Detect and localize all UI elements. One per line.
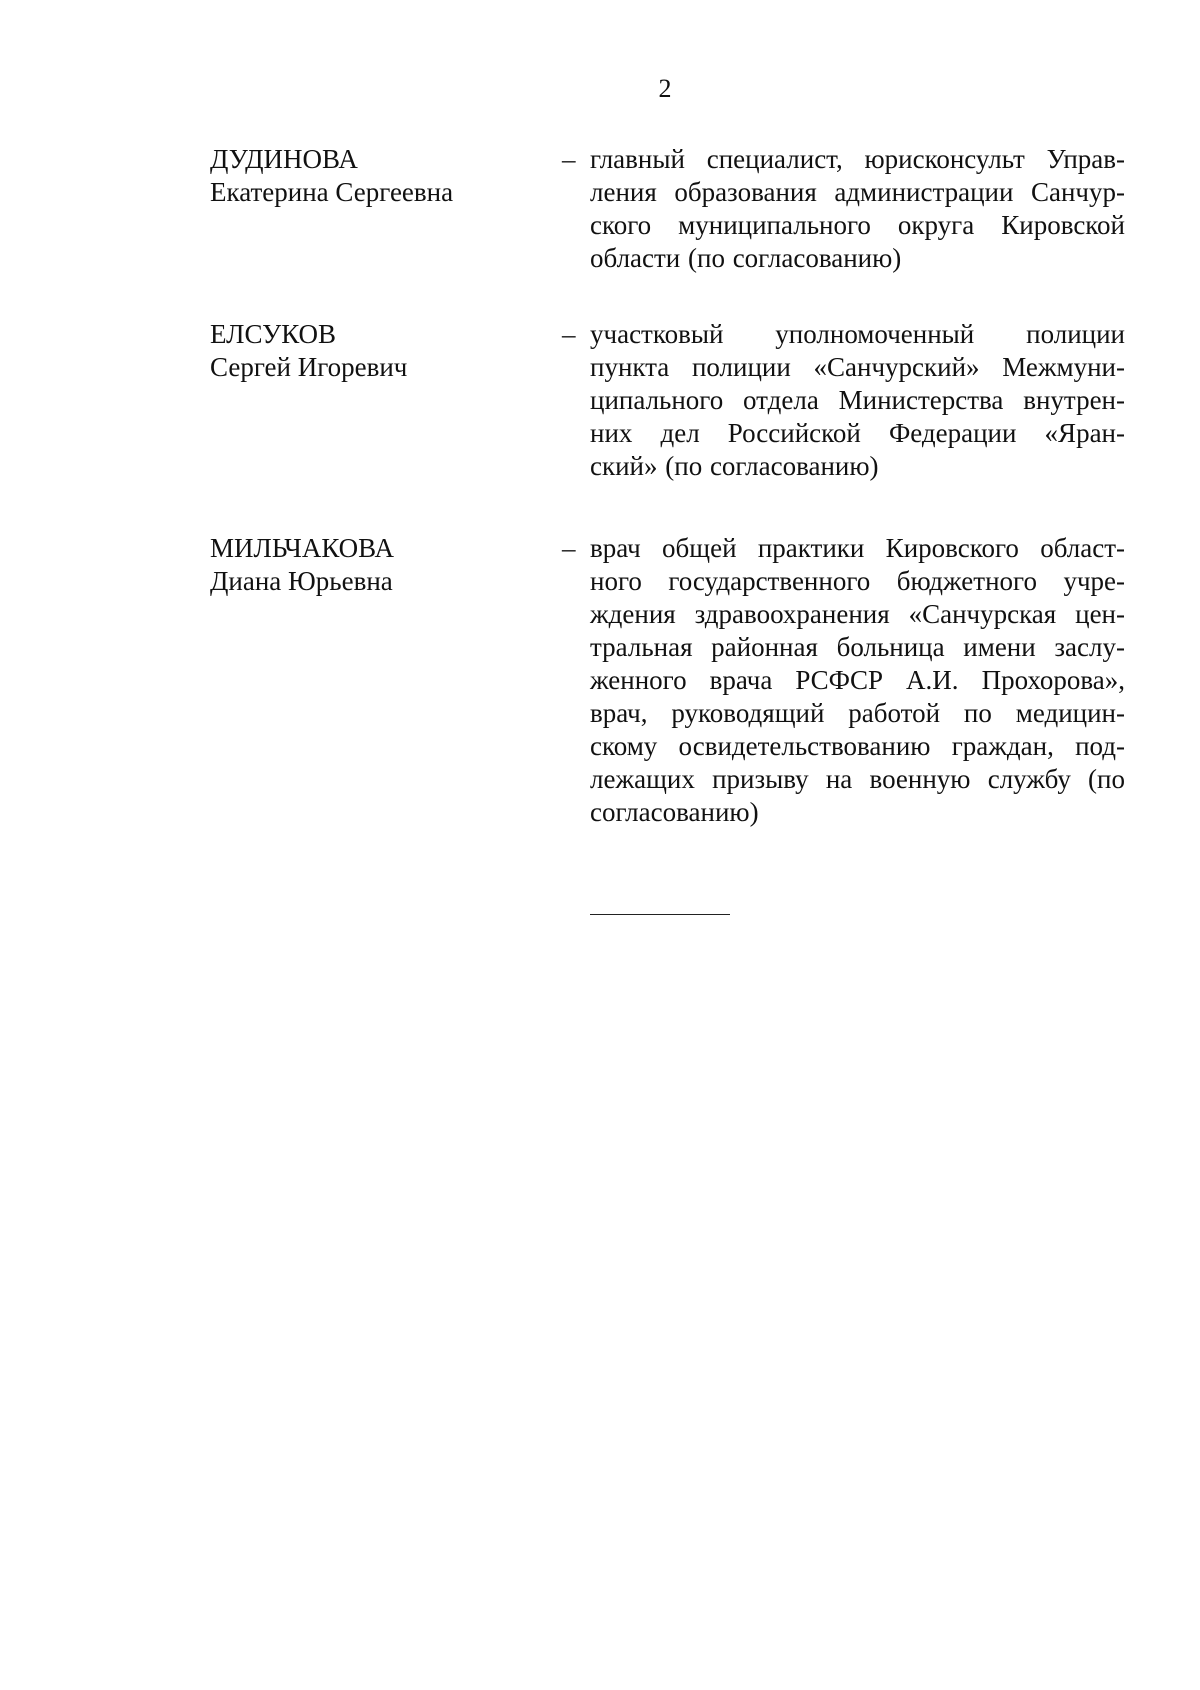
entry-dash: – bbox=[562, 533, 576, 563]
position-line: области (по согласованию) bbox=[590, 243, 902, 273]
entry-dash: – bbox=[562, 144, 576, 174]
member-position bbox=[590, 532, 1125, 829]
position-line: ципального отдела Министерства внутрен- bbox=[590, 385, 1125, 415]
member-name bbox=[210, 532, 510, 598]
member-surname: ЕЛСУКОВ bbox=[210, 319, 337, 349]
end-of-list-rule bbox=[590, 914, 730, 915]
position-line: ский» (по согласованию) bbox=[590, 451, 879, 481]
member-position bbox=[590, 143, 1125, 275]
member-surname: ДУДИНОВА bbox=[210, 144, 358, 174]
page-number: 2 bbox=[658, 74, 672, 103]
position-line: ления образования администрации Санчур- bbox=[590, 177, 1125, 207]
member-given-names: Сергей Игоревич bbox=[210, 352, 408, 382]
position-line: ждения здравоохранения «Санчурская цен- bbox=[590, 599, 1125, 629]
member-given-names: Диана Юрьевна bbox=[210, 566, 393, 596]
position-line: участковый уполномоченный полиции bbox=[590, 319, 1125, 349]
position-line: тральная районная больница имени заслу- bbox=[590, 632, 1125, 662]
member-position bbox=[590, 318, 1125, 483]
position-line: ного государственного бюджетного учре- bbox=[590, 566, 1125, 596]
member-surname: МИЛЬЧАКОВА bbox=[210, 533, 394, 563]
position-line: скому освидетельствованию граждан, под- bbox=[590, 731, 1125, 761]
member-name bbox=[210, 318, 510, 384]
position-line: врач, руководящий работой по медицин- bbox=[590, 698, 1125, 728]
position-line: них дел Российской Федерации «Яран- bbox=[590, 418, 1125, 448]
position-line: врач общей практики Кировского област- bbox=[590, 533, 1125, 563]
position-line: пункта полиции «Санчурский» Межмуни- bbox=[590, 352, 1125, 382]
position-line: женного врача РСФСР А.И. Прохорова», bbox=[590, 665, 1125, 695]
position-line: главный специалист, юрисконсульт Управ- bbox=[590, 144, 1125, 174]
member-given-names: Екатерина Сергеевна bbox=[210, 177, 454, 207]
position-line: согласованию) bbox=[590, 797, 759, 827]
position-line: ского муниципального округа Кировской bbox=[590, 210, 1125, 240]
entry-dash: – bbox=[562, 319, 576, 349]
position-line: лежащих призыву на военную службу (по bbox=[590, 764, 1125, 794]
member-name bbox=[210, 143, 510, 209]
